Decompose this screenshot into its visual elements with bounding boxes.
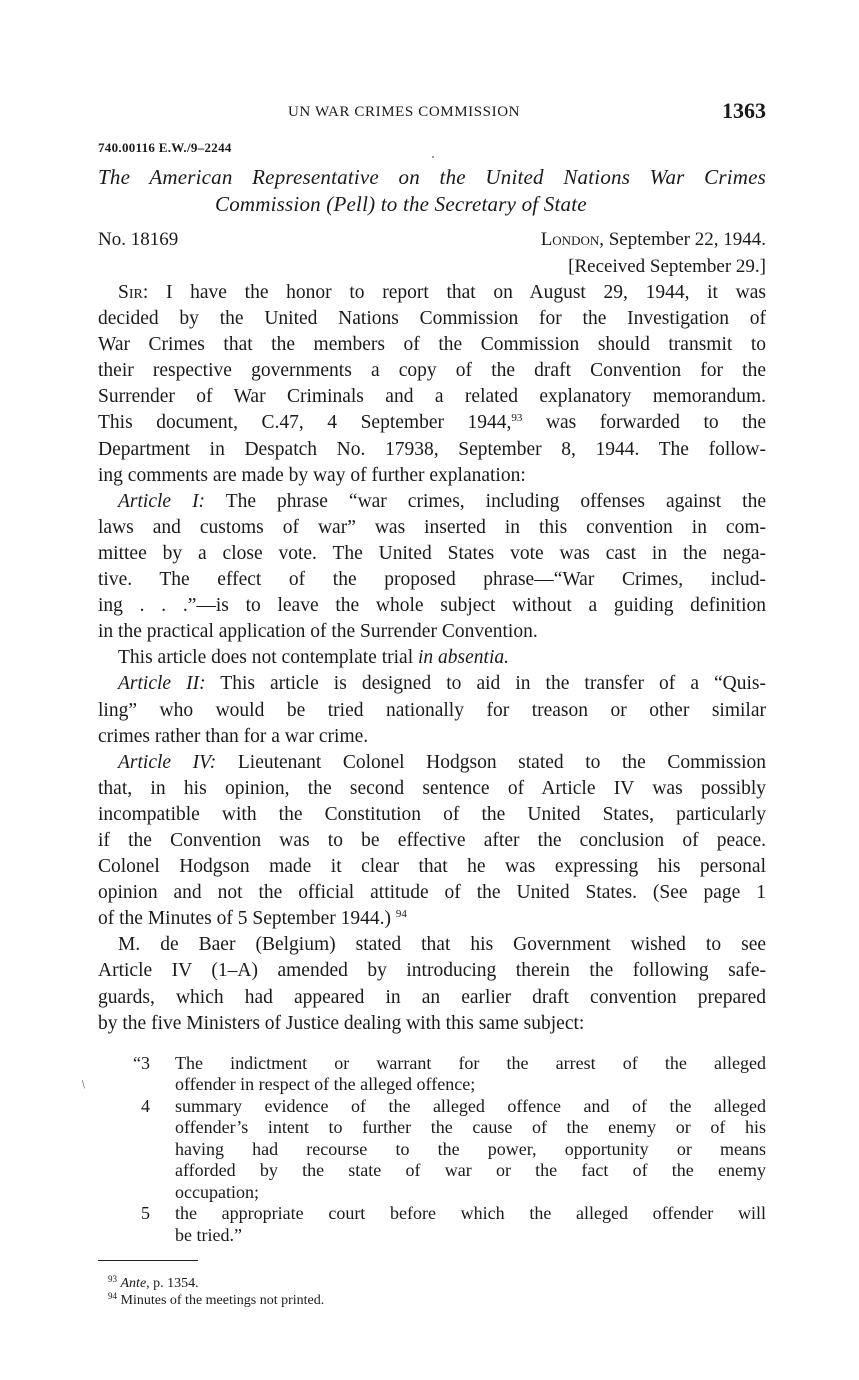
page-number: 1363 [722,98,766,123]
margin-pencil-mark: / [78,1077,89,1091]
footnote-text: Minutes of the meetings not printed. [120,1293,325,1309]
text-line: tive. The effect of the proposed phrase—“War Crimes, includ- [98,569,766,591]
text-fragment: The phrase “war crimes, including offenses against the [205,490,766,512]
text-line: afforded by the state of war or the fact of the enemy [175,1160,766,1181]
sender-name: Pell [333,192,369,216]
text-line: that, in his opinion, the second sentence of Article IV was possibly [98,777,766,799]
text-line: War Crimes that the members of the Commission should transmit to [98,334,766,356]
item-number: 4 [141,1095,150,1116]
text-line: by the five Ministers of Justice dealing with this same subject: [98,1012,585,1034]
document-page [98,96,766,1309]
text-line [98,645,766,671]
footnote-text: , p. 1354. [146,1276,199,1292]
text-line: guards, which had appeared in an earlier draft convention prepared [98,986,766,1008]
text-fragment: This article does not contemplate trial [118,647,418,669]
article-label: Article I: [118,490,206,512]
text-line [98,489,766,515]
date: , September 22, 1944. [599,229,766,250]
paragraph-introduction [98,280,766,489]
text-fragment: This article is designed to aid in the transfer of a “Quis- [205,673,767,695]
text-line: be tried.” [175,1224,242,1245]
place-and-date [541,226,766,253]
text-line: mittee by a close vote. The United States vote was cast in the nega- [98,542,766,564]
text-line: Colonel Hodgson made it clear that he was expressing his personal [98,856,766,878]
title-fragment: ) to the Secretary of State [368,192,587,216]
running-title: UN WAR CRIMES COMMISSION [288,104,521,120]
title-line-1: The American Representative on the United Nations War Crimes [98,165,766,189]
text-line: laws and customs of war” was inserted in this convention in com- [98,516,766,538]
article-label: Article II: [118,673,206,695]
text-line: ling” who would be tried nationally for treason or other similar [98,699,766,721]
received-date: [Received September 29.] [568,256,766,277]
title-fragment: Commission ( [215,192,334,216]
text-line: ing . . .”—is to leave the whole subject without a guiding definition [98,595,766,617]
dateline [98,226,766,280]
footnote-marker: 94 [108,1291,117,1302]
text-line: incompatible with the Constitution of the United States, particularly [98,803,766,825]
text-line [98,410,766,436]
text-fragment: : I have the honor to report that on August 29, 1944, it was [142,282,766,303]
text-line: The indictment or warrant for the arrest of the alleged [175,1052,766,1073]
text-line: their respective governments a copy of the draft Convention for the [98,360,766,382]
text-line [98,906,766,932]
text-line: crimes rather than for a war crime. [98,725,369,747]
list-item [98,1203,766,1246]
list-item [98,1053,766,1096]
salutation: Sir [118,282,143,303]
footnote-italic: Ante [120,1276,147,1292]
text-fragment: was forwarded to the [522,412,766,434]
place: London [540,229,600,250]
paragraph-article-i [98,489,766,646]
text-line: Article IV (1–A) amended by introducing therein the following safe- [98,960,766,982]
footnote-ref-93: 93 [511,412,523,425]
footnote-93 [98,1275,766,1292]
letter-body [98,280,766,1037]
list-item [98,1096,766,1204]
text-line: the appropriate court before which the alleged offender will [175,1203,766,1224]
latin-phrase: in absentia. [417,647,509,669]
item-number: “3 [133,1052,150,1073]
quoted-safeguards-list [98,1053,766,1247]
despatch-number: No. 18169 [98,229,179,250]
paragraph-article-ii [98,671,766,749]
text-line: M. de Baer (Belgium) stated that his Government wished to see [118,934,766,956]
text-line: having had recourse to the power, opportunity or means [175,1138,766,1159]
text-fragment: This document, C.47, 4 September 1944, [98,412,512,434]
text-line: summary evidence of the alleged offence and of the alleged [175,1095,766,1116]
footnote-marker: 93 [108,1274,117,1285]
text-line: decided by the United Nations Commission for the Investigation of [98,308,766,330]
title-line-2 [98,191,766,218]
footnotes [98,1275,766,1309]
paragraph-in-absentia [98,645,766,671]
text-line: ing comments are made by way of further explanation: [98,464,526,486]
running-head [98,96,766,128]
text-line: offender in respect of the alleged offence; [175,1074,476,1095]
paragraph-article-iv [98,750,766,933]
file-number: 740.00116 E.W./9–2244 [98,140,232,155]
text-line: occupation; [175,1181,259,1202]
text-line [98,750,766,776]
text-line: Surrender of War Criminals and a related explanatory memorandum. [98,386,766,408]
text-line [98,280,766,306]
article-label: Article IV: [118,751,217,773]
text-line: opinion and not the official attitude of the United States. (See page 1 [98,882,766,904]
footnote-ref-94: 94 [395,908,407,921]
text-fragment: of the Minutes of 5 September 1944.) [98,908,396,930]
text-line: in the practical application of the Surrender Convention. [98,621,538,643]
text-line: if the Convention was to be effective after the conclusion of peace. [98,829,766,851]
text-line [98,671,766,697]
text-line: offender’s intent to further the cause of the enemy or of his [175,1117,766,1138]
footnote-divider [98,1260,198,1261]
document-title [98,164,766,218]
paragraph-de-baer [98,932,766,1036]
text-fragment: Lieutenant Colonel Hodgson stated to the Commission [216,751,766,773]
text-line: Department in Despatch No. 17938, September 8, 1944. The follow- [98,438,766,460]
item-number: 5 [141,1203,150,1224]
footnote-94 [98,1292,766,1309]
